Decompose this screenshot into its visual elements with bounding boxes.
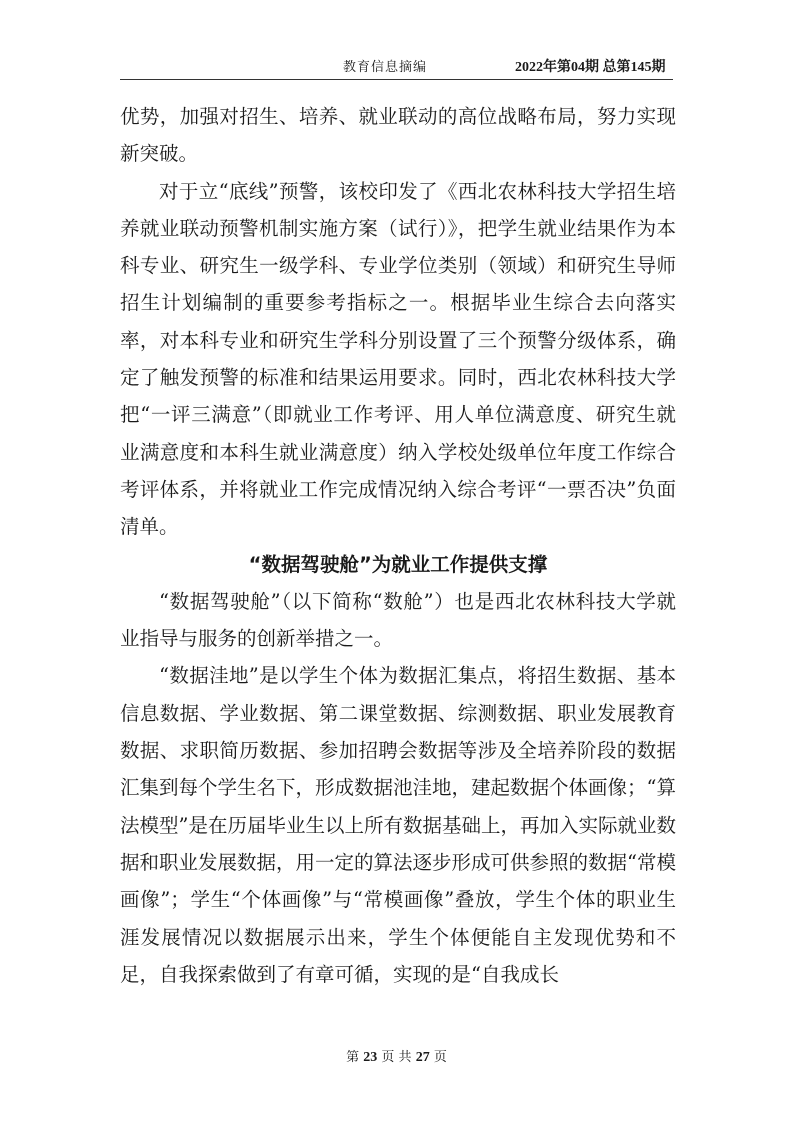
current-page-number: 23 xyxy=(363,1050,378,1065)
article-body xyxy=(120,98,676,993)
section-heading: “数据驾驶舱”为就业工作提供支撑 xyxy=(248,552,548,576)
total-page-number: 27 xyxy=(415,1050,430,1065)
paragraph-1: 优势，加强对招生、培养、就业联动的高位战略布局，努力实现新突破。 xyxy=(120,105,676,166)
issue-number: 2022年第04期 总第145期 xyxy=(515,60,666,75)
footer-suffix: 页 xyxy=(433,1050,447,1065)
paragraph-3: “数据驾驶舱”（以下简称“数舱”）也是西北农林科技大学就业指导与服务的创新举措之一。 xyxy=(120,589,676,651)
page-header xyxy=(0,56,793,76)
footer-prefix: 第 xyxy=(346,1050,360,1065)
paragraph-4: “数据洼地”是以学生个体为数据汇集点，将招生数据、基本信息数据、学业数据、第二课堂数据、综测数据、职业发展教育数据、求职简历数据、参加招聘会数据等涉及全培养阶段的数据汇集到每个学生名下，形成数据池洼地，建起数据个体画像；“算法模型”是在历届毕业生以上所有数据基础上，再加入实际就业数据和职业发展数据，用一定的算法逐步形成可供参照的数据“常模画像”；学生“个体画像”与“常模画像”叠放，学生个体的职业生涯发展情况以数据展示出来，学生个体便能自主发现优势和不足，自我探索做到了有章可循，实现的是“自我成长 xyxy=(120,664,676,986)
footer-middle: 页 共 xyxy=(381,1050,412,1065)
header-divider xyxy=(120,79,673,80)
paragraph-2: 对于立“底线”预警，该校印发了《西北农林科技大学招生培养就业联动预警机制实施方案（试行）》，把学生就业结果作为本科专业、研究生一级学科、专业学位类别（领域）和研究生导师招生计划编制的重要参考指标之一。根据毕业生综合去向落实率，对本科专业和研究生学科分别设置了三个预警分级体系，确定了触发预警的标准和结果运用要求。同时，西北农林科技大学把“一评三满意”（即就业工作考评、用人单位满意度、研究生就业满意度和本科生就业满意度）纳入学校处级单位年度工作综合考评体系，并将就业工作完成情况纳入综合考评“一票否决”负面清单。 xyxy=(120,179,676,539)
publication-title: 教育信息摘编 xyxy=(343,60,428,75)
page-footer xyxy=(0,1046,793,1066)
